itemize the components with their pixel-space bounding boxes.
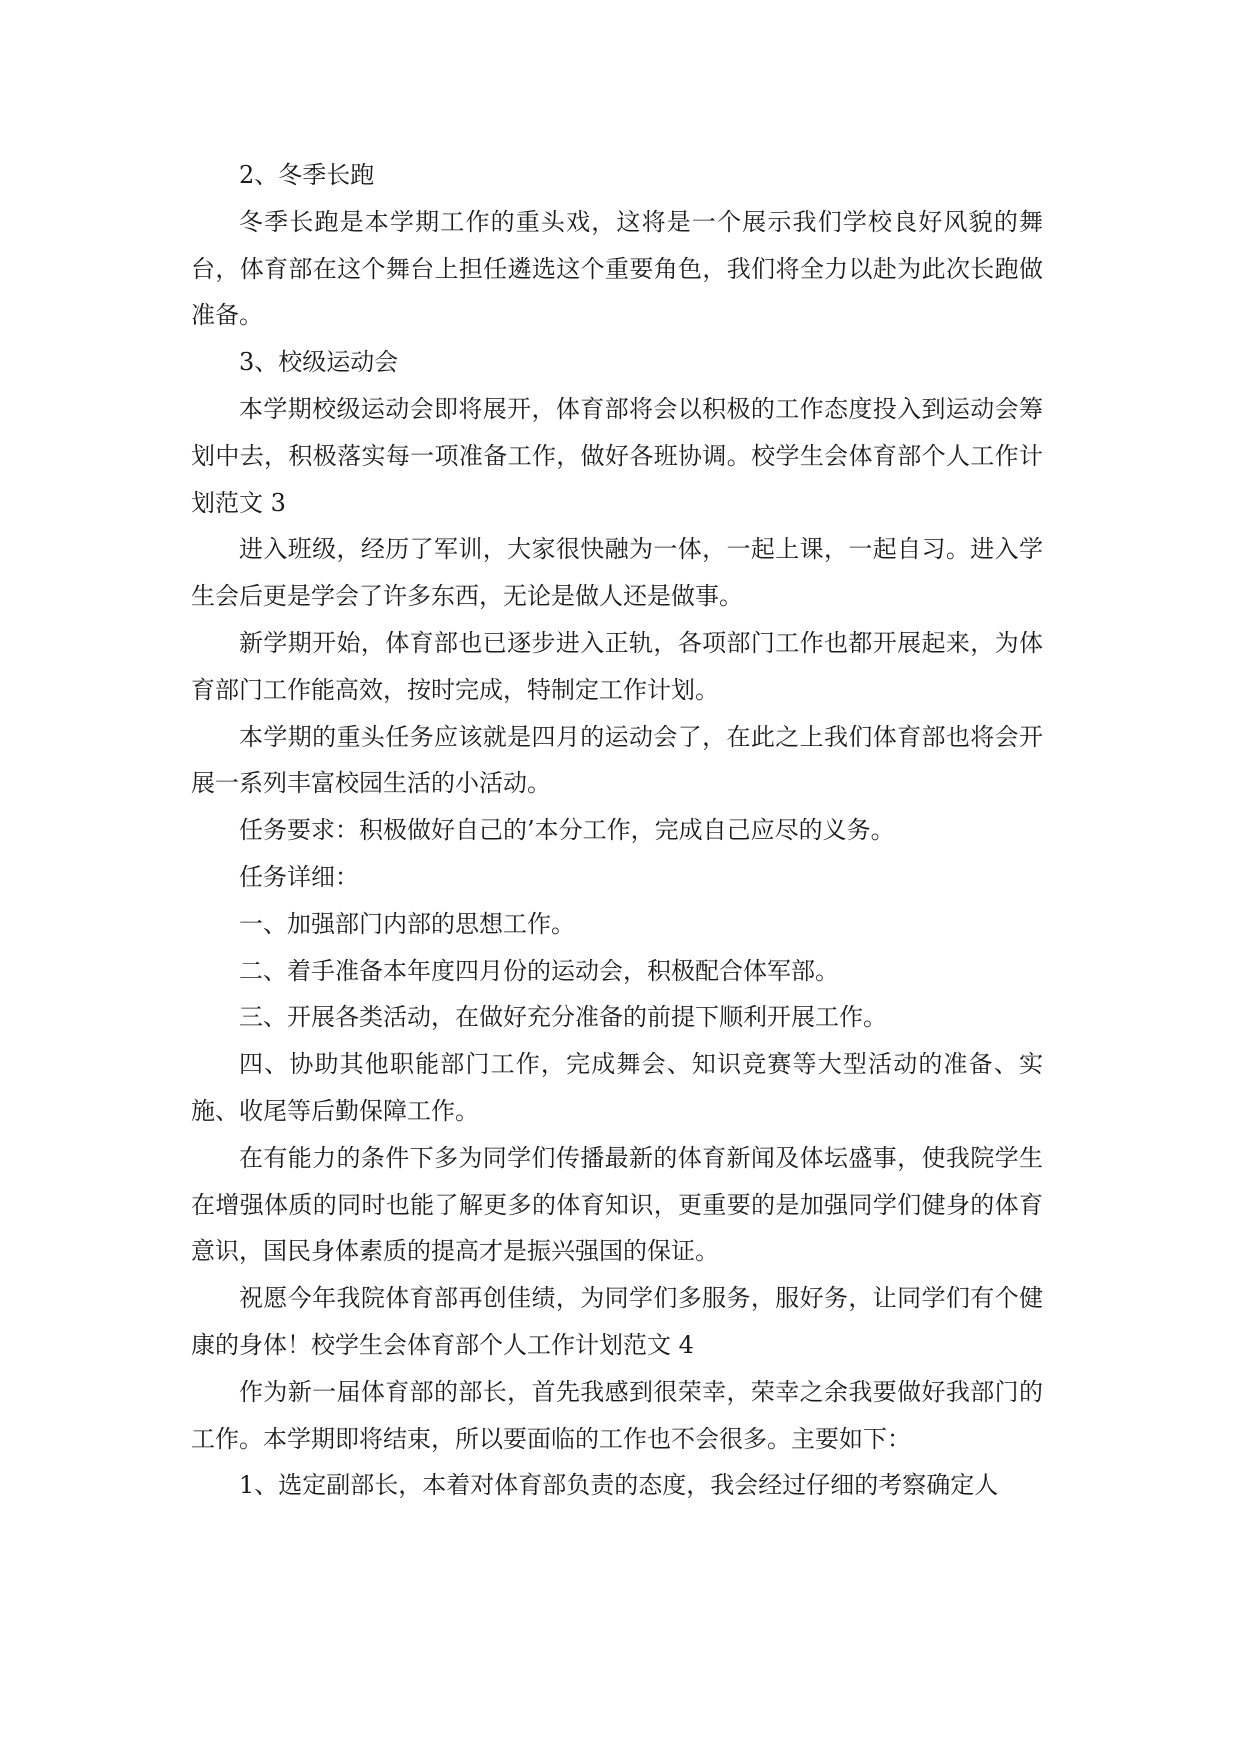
paragraph: 1、选定副部长，本着对体育部负责的态度，我会经过仔细的考察确定人 [239,1471,999,1500]
document-body [191,152,1043,1509]
list-item: 三、开展各类活动，在做好充分准备的前提下顺利开展工作。 [239,1003,887,1032]
list-item: 二、着手准备本年度四月份的运动会，积极配合体军部。 [239,956,839,985]
subheading-winter-run: 2、冬季长跑 [239,161,375,189]
paragraph: 作为新一届体育部的部长，首先我感到很荣幸，荣幸之余我要做好我部门的工作。本学期即将结束，所以要面临的工作也不会很多。主要如下： [191,1377,1043,1453]
paragraph: 新学期开始，体育部也已逐步进入正轨，各项部门工作也都开展起来，为体育部门工作能高效，按时完成，特制定工作计划。 [191,628,1043,704]
paragraph: 祝愿今年我院体育部再创佳绩，为同学们多服务，服好务，让同学们有个健康的身体！校学生会体育部个人工作计划范文 4 [191,1284,1043,1359]
list-item: 四、协助其他职能部门工作，完成舞会、知识竞赛等大型活动的准备、实施、收尾等后勤保障工作。 [191,1050,1043,1125]
paragraph: 本学期校级运动会即将展开，体育部将会以积极的工作态度投入到运动会筹划中去，积极落实每一项准备工作，做好各班协调。校学生会体育部个人工作计划范文 3 [191,394,1043,517]
list-item: 一、加强部门内部的思想工作。 [239,909,575,938]
paragraph: 在有能力的条件下多为同学们传播最新的体育新闻及体坛盛事，使我院学生在增强体质的同时也能了解更多的体育知识，更重要的是加强同学们健身的体育意识，国民身体素质的提高才是振兴强国的保证。 [191,1143,1043,1266]
paragraph: 任务要求：积极做好自己的’本分工作，完成自己应尽的义务。 [239,816,895,845]
paragraph: 冬季长跑是本学期工作的重头戏，这将是一个展示我们学校良好风貌的舞台，体育部在这个舞台上担任遴选这个重要角色，我们将全力以赴为此次长跑做准备。 [191,207,1043,330]
paragraph: 任务详细： [239,862,359,891]
paragraph: 本学期的重头任务应该就是四月的运动会了，在此之上我们体育部也将会开展一系列丰富校园生活的小活动。 [191,722,1043,798]
subheading-sports-meet: 3、校级运动会 [239,348,399,377]
paragraph: 进入班级，经历了军训，大家很快融为一体，一起上课，一起自习。进入学生会后更是学会了许多东西，无论是做人还是做事。 [191,535,1043,611]
